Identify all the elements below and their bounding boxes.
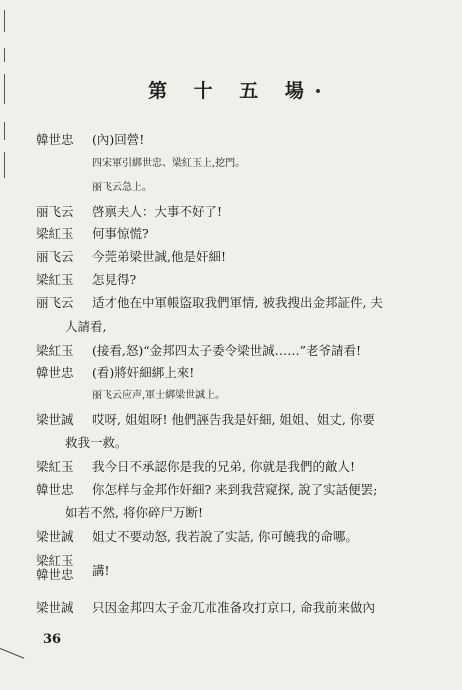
stage-direction: 丽飞云急上。 [92,182,152,193]
speaker-name: 梁紅玉 [36,553,74,568]
speaker-name: 韓世忠 [36,482,74,497]
stage-direction: 四宋軍引綁世忠、梁紅玉上,挖門。 [92,158,246,169]
dialogue-text: 怎見得? [92,272,137,287]
title-dot [316,89,320,93]
dialogue-text: 你怎样与金邦作奸細? 来到我营窥探, 說了实話便罢; [92,482,378,497]
speaker-name: 韓世忠 [36,132,74,147]
dialogue-text: 姐丈不要动怒, 我若說了实話, 你可饒我的命哪。 [92,529,358,544]
dialogue-text: 今莞弟梁世誠,他是奸細! [92,249,226,264]
dialogue-text: 哎呀, 姐姐呀! 他們誣告我是奸細, 姐姐、姐丈, 你要 [92,412,375,427]
continuation-text: 人請看, [65,319,107,334]
dialogue-text: 我今日不承認你是我的兄弟, 你就是我們的敵人! [92,459,355,474]
speaker-name: 梁紅玉 [36,272,74,287]
speaker-name: 梁世誠 [36,600,74,615]
speaker-name: 韓世忠 [36,567,74,582]
speaker-name: 梁紅玉 [36,226,74,241]
speaker-name: 丽飞云 [36,204,74,219]
speaker-name: 梁紅玉 [36,459,74,474]
stage-direction: 丽飞云应声,軍士綁梁世誠上。 [92,390,226,401]
speaker-name: 梁世誠 [36,529,74,544]
page-number: 36 [43,632,62,647]
speaker-name: 丽飞云 [36,295,74,310]
dialogue-text: (接看,怒)“金邦四太子委令梁世誠……”老爷請看! [92,343,362,358]
continuation-text: 救我一救。 [65,435,128,450]
scene-title: 第 十 五 場 [148,80,314,102]
speaker-names-stacked [36,554,74,582]
dialogue-text: (內)回營! [92,132,145,147]
scan-corner-mark [0,648,24,659]
speaker-name: 韓世忠 [36,365,74,380]
dialogue-text: 啓禀夫人：大事不好了! [92,204,223,219]
speaker-name: 梁紅玉 [36,343,74,358]
speaker-name: 梁世誠 [36,412,74,427]
continuation-text: 如若不然, 将你碎尸万断! [65,505,203,520]
dialogue-text: 講! [92,563,110,578]
dialogue-text: 适才他在中軍帳盜取我們軍情, 被我搜出金邦証件, 夫 [92,295,383,310]
dialogue-text: (看)將奸細綁上來! [92,365,195,380]
speaker-name: 丽飞云 [36,249,74,264]
dialogue-text: 何事惊慌? [92,226,149,241]
dialogue-text: 只因金邦四太子金兀朮准备攻打京口, 命我前来做內 [92,600,375,615]
